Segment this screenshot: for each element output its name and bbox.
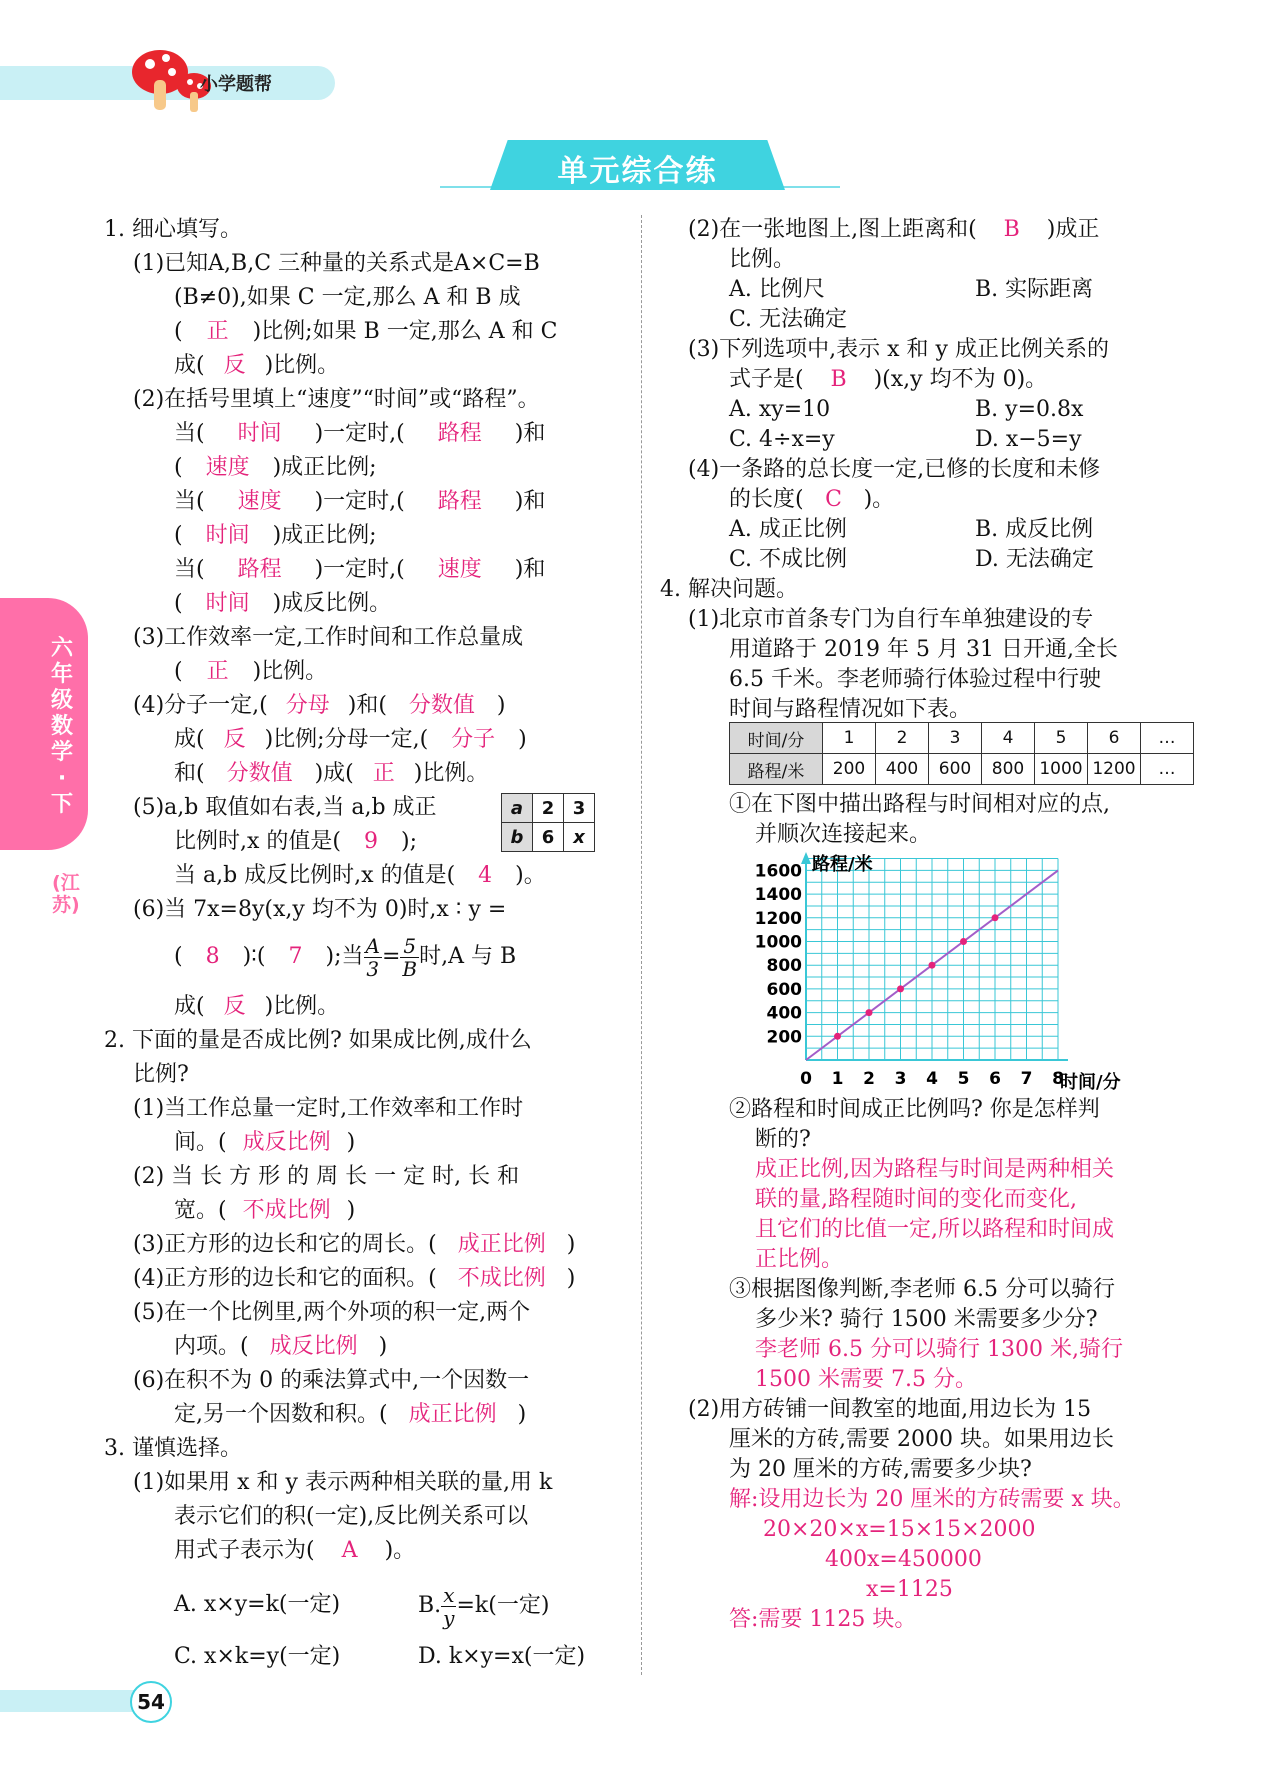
q3-1-line2: 表示它们的积(一定),反比例关系可以 <box>174 1504 529 1529</box>
q1-4-line2: 成( 反 )比例;分母一定,( 分子 ) <box>174 727 527 752</box>
q4-1-line4: 时间与路程情况如下表。 <box>729 697 972 722</box>
x-axis-label: 时间/分 <box>1060 1072 1121 1093</box>
q4-2-answer-l2: 20×20×x=15×15×2000 <box>763 1517 1036 1542</box>
q3-1-line1: (1)如果用 x 和 y 表示两种相关联的量,用 k <box>133 1470 553 1495</box>
q4-1-answer2-l1: 成正比例,因为路程与时间是两种相关 <box>755 1157 1114 1182</box>
data-point <box>834 1033 841 1040</box>
q1-2-row2: ( 速度 )成正比例; <box>174 455 377 480</box>
q4-1-step2a: ②路程和时间成正比例吗? 你是怎样判 <box>729 1097 1100 1122</box>
q3-4-line1: (4)一条路的总长度一定,已修的长度和未修 <box>688 457 1101 482</box>
q3-2-line2: 比例。 <box>729 247 796 272</box>
q4-1-answer2-l4: 正比例。 <box>755 1247 844 1272</box>
q2-5-line1: (5)在一个比例里,两个外项的积一定,两个 <box>133 1300 531 1325</box>
q3-3-option-b: B. y=0.8x <box>975 397 1084 422</box>
region-text: 江苏 <box>52 872 80 916</box>
q4-2-answer-l5: 答:需要 1125 块。 <box>729 1607 917 1632</box>
region-label: (江苏) <box>52 872 80 916</box>
x-tick-label: 3 <box>894 1069 907 1089</box>
q1-1-line1: (1)已知A,B,C 三种量的关系式是A×C=B <box>133 251 540 276</box>
q1-2-row5: 当( 路程 )一定时,( 速度 )和 <box>174 557 546 582</box>
q3-1-option-b: B. $\frac{x}{y}$ =k(一定) <box>418 1582 550 1630</box>
chart-ticks <box>755 861 1064 1089</box>
ab-table: a 2 3 b 6 x <box>501 793 595 852</box>
q4-2-answer-l1: 解:设用边长为 20 厘米的方砖需要 x 块。 <box>729 1487 1135 1512</box>
q4-1-line3: 6.5 千米。李老师骑行体验过程中行驶 <box>729 667 1101 692</box>
q1-6-line2: ( 8 )∶( 7 );当 $\frac{A}{3}$ = $\frac{5}{B}$ 时,A 与 B <box>174 933 517 981</box>
y-axis-arrow <box>801 852 811 864</box>
side-tab <box>0 598 88 850</box>
q3-2-option-c: C. 无法确定 <box>729 307 848 332</box>
y-tick-label: 1400 <box>754 885 802 906</box>
q3-1-option-d: D. k×y=x(一定) <box>418 1644 586 1669</box>
q4-1-step3b: 多少米? 骑行 1500 米需要多少分? <box>755 1307 1098 1332</box>
answer: 反 <box>223 353 246 378</box>
q2-4: (4)正方形的边长和它的面积。( 不成比例 ) <box>133 1266 576 1291</box>
q4-1-answer2-l2: 联的量,路程随时间的变化而变化, <box>755 1187 1077 1212</box>
q1-3-line1: (3)工作效率一定,工作时间和工作总量成 <box>133 625 524 650</box>
q4-2-line2: 厘米的方砖,需要 2000 块。如果用边长 <box>729 1427 1114 1452</box>
y-tick-label: 1000 <box>754 932 802 953</box>
y-axis-label: 路程/米 <box>812 854 873 875</box>
q2-5-line2: 内项。( 成反比例 ) <box>174 1334 388 1359</box>
q3-3-line1: (3)下列选项中,表示 x 和 y 成正比例关系的 <box>688 337 1109 362</box>
data-point <box>929 962 936 969</box>
table-row: 路程/米 200 400 600 800 1000 1200 … <box>730 754 1194 785</box>
q3-2-option-a: A. 比例尺 <box>729 277 825 302</box>
distance-time-chart <box>740 850 1160 1095</box>
q2-title2: 比例? <box>133 1062 189 1087</box>
y-tick-label: 1200 <box>754 908 802 929</box>
q4-1-step1a: ①在下图中描出路程与时间相对应的点, <box>729 792 1110 817</box>
q1-1-line2: (B≠0),如果 C 一定,那么 A 和 B 成 <box>174 285 521 310</box>
q1-2-row6: ( 时间 )成反比例。 <box>174 591 392 616</box>
y-tick-label: 200 <box>766 1027 802 1048</box>
y-tick-label: 800 <box>766 956 802 977</box>
data-point <box>960 938 967 945</box>
data-point <box>897 985 904 992</box>
q2-2-line1: (2) 当 长 方 形 的 周 长 一 定 时, 长 和 <box>133 1164 520 1189</box>
q1-5-line3: 当 a,b 成反比例时,x 的值是( 4 )。 <box>174 863 546 888</box>
q4-2-answer-l3: 400x=450000 <box>825 1547 982 1572</box>
chart-axes <box>801 852 1068 1060</box>
q3-4-option-c: C. 不成比例 <box>729 547 848 572</box>
x-tick-label: 5 <box>957 1069 970 1089</box>
q4-1-line1: (1)北京市首条专门为自行车单独建设的专 <box>688 607 1094 632</box>
q3-title: 3. 谨慎选择。 <box>104 1436 242 1461</box>
q1-2-row1: 当( 时间 )一定时,( 路程 )和 <box>174 421 546 446</box>
q3-4-option-d: D. 无法确定 <box>975 547 1094 572</box>
chart-grid <box>806 859 1058 1060</box>
q3-1-option-a: A. x×y=k(一定) <box>174 1592 341 1617</box>
q1-2-row3: 当( 速度 )一定时,( 路程 )和 <box>174 489 546 514</box>
q4-2-line1: (2)用方砖铺一间教室的地面,用边长为 15 <box>688 1397 1092 1422</box>
y-tick-label: 400 <box>766 1003 802 1024</box>
brand-label: 小学题帮 <box>200 74 272 95</box>
q3-1-line3: 用式子表示为( A )。 <box>174 1538 416 1563</box>
q4-1-answer3-l1: 李老师 6.5 分可以骑行 1300 米,骑行 <box>755 1337 1123 1362</box>
q2-1-line2: 间。( 成反比例 ) <box>174 1130 356 1155</box>
column-divider <box>641 215 642 1675</box>
q2-2-line2: 宽。( 不成比例 ) <box>174 1198 356 1223</box>
q2-3: (3)正方形的边长和它的周长。( 成正比例 ) <box>133 1232 576 1257</box>
x-tick-label: 0 <box>800 1069 812 1089</box>
q3-3-line2: 式子是( B )(x,y 均不为 0)。 <box>729 367 1048 392</box>
q2-6-line1: (6)在积不为 0 的乘法算式中,一个因数一 <box>133 1368 530 1393</box>
x-tick-label: 2 <box>863 1069 875 1089</box>
grade-label: 六年级数学·下 <box>50 636 73 817</box>
q3-1-option-c: C. x×k=y(一定) <box>174 1644 341 1669</box>
q4-2-answer-l4: x=1125 <box>866 1577 953 1602</box>
q3-3-option-a: A. xy=10 <box>729 397 831 422</box>
y-tick-label: 600 <box>766 979 802 1000</box>
q1-6-line1: (6)当 7x=8y(x,y 均不为 0)时,x ∶ y = <box>133 897 507 922</box>
y-tick-label: 1600 <box>754 861 802 882</box>
q4-1-step1b: 并顺次连接起来。 <box>755 822 932 847</box>
q4-title: 4. 解决问题。 <box>660 577 798 602</box>
q3-3-option-c: C. 4÷x=y <box>729 427 835 452</box>
q3-2-line1: (2)在一张地图上,图上距离和( B )成正 <box>688 217 1100 242</box>
q4-2-line3: 为 20 厘米的方砖,需要多少块? <box>729 1457 1032 1482</box>
q3-4-option-b: B. 成反比例 <box>975 517 1094 542</box>
q1-2-row4: ( 时间 )成正比例; <box>174 523 377 548</box>
q4-1-line2: 用道路于 2019 年 5 月 31 日开通,全长 <box>729 637 1118 662</box>
q4-1-answer3-l2: 1500 米需要 7.5 分。 <box>755 1367 977 1392</box>
table-row: 时间/分 1 2 3 4 5 6 … <box>730 723 1194 754</box>
q1-5-line1: (5)a,b 取值如右表,当 a,b 成正 <box>133 795 437 820</box>
q1-2-line1: (2)在括号里填上“速度”“时间”或“路程”。 <box>133 387 540 412</box>
q4-1-step2b: 断的? <box>755 1127 811 1152</box>
q4-1-answer2-l3: 且它们的比值一定,所以路程和时间成 <box>755 1217 1114 1242</box>
q4-1-step3a: ③根据图像判断,李老师 6.5 分可以骑行 <box>729 1277 1115 1302</box>
data-point <box>992 914 999 921</box>
x-tick-label: 8 <box>1052 1069 1064 1089</box>
x-tick-label: 6 <box>989 1069 1001 1089</box>
answer: 正 <box>206 319 229 344</box>
q2-6-line2: 定,另一个因数和积。( 成正比例 ) <box>174 1402 527 1427</box>
footer-bar <box>0 1690 150 1712</box>
q1-1-line4: 成( 反 )比例。 <box>174 351 339 381</box>
q1-4-line3: 和( 分数值 )成( 正 )比例。 <box>174 761 489 786</box>
q1-6-line3: 成( 反 )比例。 <box>174 994 340 1019</box>
section-title: 单元综合练 <box>557 154 718 189</box>
q2-title: 2. 下面的量是否成比例? 如果成比例,成什么 <box>104 1028 532 1053</box>
q1-title: 1. 细心填写。 <box>104 217 242 242</box>
q1-5-line2: 比例时,x 的值是( 9 ); <box>174 829 417 854</box>
q1-1-line3: ( 正 )比例;如果 B 一定,那么 A 和 C <box>174 317 557 347</box>
q3-4-line2: 的长度( C )。 <box>729 487 895 512</box>
q3-2-option-b: B. 实际距离 <box>975 277 1094 302</box>
x-tick-label: 7 <box>1020 1069 1033 1089</box>
data-point <box>866 1009 873 1016</box>
x-tick-label: 4 <box>926 1069 938 1089</box>
page-number: 54 <box>130 1681 172 1723</box>
q1-4-line1: (4)分子一定,( 分母 )和( 分数值 ) <box>133 693 506 718</box>
q2-1-line1: (1)当工作总量一定时,工作效率和工作时 <box>133 1096 524 1121</box>
q1-3-line2: ( 正 )比例。 <box>174 659 328 684</box>
time-distance-table <box>729 722 1194 785</box>
x-tick-label: 1 <box>831 1069 844 1089</box>
q3-4-option-a: A. 成正比例 <box>729 517 847 542</box>
q3-3-option-d: D. x−5=y <box>975 427 1082 452</box>
